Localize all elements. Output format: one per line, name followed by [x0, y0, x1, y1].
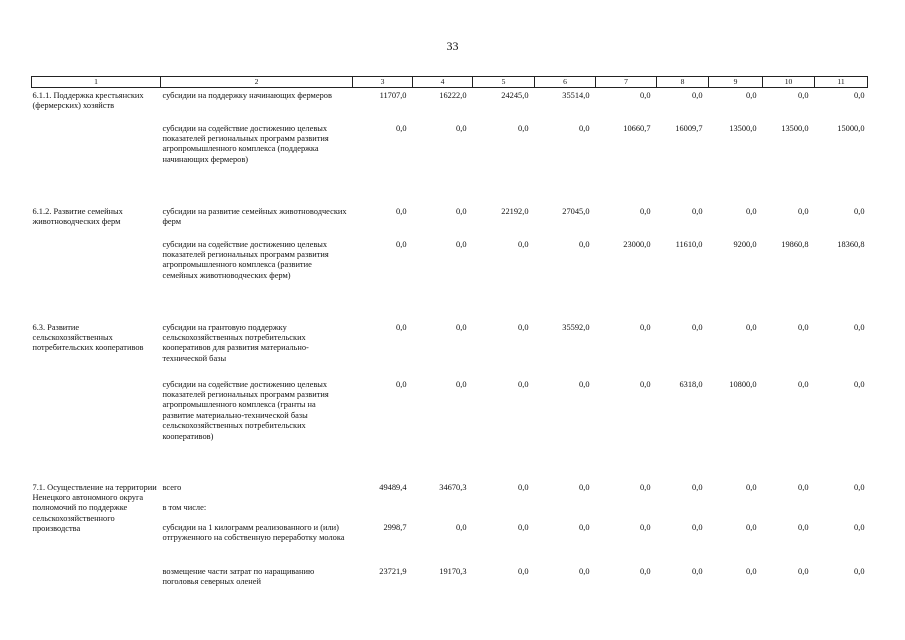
amount-cell: 23000,0 [623, 239, 651, 249]
amount-cell: 49489,4 [379, 482, 407, 492]
column-number-header: 2 [161, 77, 353, 88]
amount-cell [353, 500, 413, 520]
amount-cell: 0,0 [692, 566, 703, 576]
amount-cell: 0,0 [518, 379, 529, 389]
table-row [32, 88, 868, 121]
amount-cell [473, 500, 535, 520]
measure-name-cell: 6.3. Развитие сельскохозяйственных потребительских кооперативов [32, 322, 144, 353]
amount-cell: 0,0 [579, 379, 590, 389]
column-number-header: 10 [763, 77, 815, 88]
amount-cell: 0,0 [746, 91, 757, 100]
amount-cell: 0,0 [456, 379, 467, 389]
amount-cell: 19860,8 [781, 239, 809, 249]
amount-cell: 0,0 [854, 482, 865, 492]
amount-cell: 11707,0 [379, 91, 407, 100]
amount-cell: 9200,0 [733, 239, 757, 249]
amount-cell: 35514,0 [562, 91, 590, 100]
amount-cell: 0,0 [640, 206, 651, 216]
amount-cell: 0,0 [692, 91, 703, 100]
amount-cell: 0,0 [518, 123, 529, 133]
table-row [32, 320, 868, 377]
amount-cell: 0,0 [456, 123, 467, 133]
table-row [32, 480, 868, 500]
amount-cell: 23721,9 [379, 566, 407, 576]
amount-cell: 0,0 [854, 522, 865, 532]
amount-cell: 0,0 [798, 522, 809, 532]
amount-cell [413, 500, 473, 520]
amount-cell: 0,0 [798, 322, 809, 332]
amount-cell: 19170,3 [439, 566, 467, 576]
amount-cell: 0,0 [456, 322, 467, 332]
table-row [32, 204, 868, 237]
column-number-header: 5 [473, 77, 535, 88]
amount-cell [596, 500, 657, 520]
amount-cell: 0,0 [396, 322, 407, 332]
funding-type-cell: в том числе: [162, 502, 207, 512]
funding-type-cell: субсидии на поддержку начинающих фермеров [162, 91, 332, 100]
column-number-header: 9 [709, 77, 763, 88]
measure-name-cell: 7.1. Осуществление на территории Ненецкого автономного округа полномочий по поддержке сельскохозяйственного производства [32, 482, 157, 534]
amount-cell: 0,0 [746, 482, 757, 492]
amount-cell [763, 500, 815, 520]
amount-cell: 35592,0 [562, 322, 590, 332]
funding-type-cell: субсидии на содействие достижению целевых показателей региональных программ развития агропромышленного комплекса (гранты на развитие материально-технической базы сельскохозяйственных потребительских кооперативов) [162, 379, 329, 441]
amount-cell: 13500,0 [729, 123, 757, 133]
amount-cell: 0,0 [396, 239, 407, 249]
amount-cell [535, 500, 596, 520]
funding-type-cell: всего [162, 482, 182, 492]
measure-name-cell: 6.1.1. Поддержка крестьянских (фермерских) хозяйств [32, 91, 144, 111]
amount-cell: 0,0 [640, 91, 651, 100]
amount-cell: 0,0 [456, 206, 467, 216]
column-number-header: 6 [535, 77, 596, 88]
amount-cell: 0,0 [640, 482, 651, 492]
amount-cell: 0,0 [798, 379, 809, 389]
amount-cell: 0,0 [640, 566, 651, 576]
amount-cell: 0,0 [746, 206, 757, 216]
column-number-header: 3 [353, 77, 413, 88]
funding-type-cell: субсидии на содействие достижению целевых показателей региональных программ развития агропромышленного комплекса (развитие семейных животноводческих ферм) [162, 239, 329, 280]
amount-cell: 18360,8 [837, 239, 865, 249]
amount-cell: 2998,7 [383, 522, 407, 532]
amount-cell: 6318,0 [679, 379, 703, 389]
amount-cell: 15000,0 [837, 123, 865, 133]
amount-cell: 0,0 [518, 482, 529, 492]
amount-cell: 0,0 [854, 91, 865, 100]
amount-cell: 0,0 [854, 566, 865, 576]
amount-cell: 0,0 [640, 322, 651, 332]
amount-cell: 0,0 [854, 206, 865, 216]
amount-cell: 24245,0 [501, 91, 529, 100]
amount-cell: 0,0 [396, 206, 407, 216]
amount-cell [657, 500, 709, 520]
amount-cell: 10800,0 [729, 379, 757, 389]
funding-type-cell: субсидии на содействие достижению целевых показателей региональных программ развития агропромышленного комплекса (поддержка начинающих фермеров) [162, 123, 329, 164]
page-number: 33 [446, 39, 459, 53]
column-number-header: 4 [413, 77, 473, 88]
amount-cell: 0,0 [579, 482, 590, 492]
amount-cell: 0,0 [579, 566, 590, 576]
funding-type-cell: возмещение части затрат по наращиванию поголовья северных оленей [162, 566, 315, 586]
amount-cell: 0,0 [640, 379, 651, 389]
funding-type-cell: субсидии на развитие семейных животноводческих ферм [162, 206, 347, 226]
amount-cell: 34670,3 [439, 482, 467, 492]
amount-cell: 0,0 [518, 239, 529, 249]
amount-cell [709, 500, 763, 520]
amount-cell: 16009,7 [675, 123, 703, 133]
amount-cell: 0,0 [798, 566, 809, 576]
amount-cell: 0,0 [518, 522, 529, 532]
amount-cell: 0,0 [692, 522, 703, 532]
amount-cell: 0,0 [396, 379, 407, 389]
amount-cell: 0,0 [396, 123, 407, 133]
amount-cell: 11610,0 [675, 239, 703, 249]
amount-cell: 0,0 [746, 522, 757, 532]
amount-cell: 0,0 [854, 322, 865, 332]
amount-cell: 0,0 [579, 522, 590, 532]
amount-cell: 16222,0 [439, 91, 467, 100]
amount-cell: 22192,0 [501, 206, 529, 216]
amount-cell: 0,0 [518, 566, 529, 576]
amount-cell: 0,0 [640, 522, 651, 532]
amount-cell: 0,0 [798, 206, 809, 216]
table-body [32, 88, 868, 606]
amount-cell: 0,0 [692, 322, 703, 332]
amount-cell: 13500,0 [781, 123, 809, 133]
measure-name-cell: 6.1.2. Развитие семейных животноводческих ферм [32, 206, 123, 226]
amount-cell: 0,0 [746, 322, 757, 332]
amount-cell: 0,0 [456, 239, 467, 249]
amount-cell: 0,0 [579, 123, 590, 133]
amount-cell: 0,0 [854, 379, 865, 389]
amount-cell: 0,0 [798, 482, 809, 492]
column-number-header: 8 [657, 77, 709, 88]
amount-cell: 0,0 [692, 206, 703, 216]
amount-cell: 27045,0 [562, 206, 590, 216]
funding-type-cell: субсидии на грантовую поддержку сельскохозяйственных потребительских кооперативов для развития материально-технической базы [162, 322, 309, 363]
amount-cell: 0,0 [746, 566, 757, 576]
amount-cell: 0,0 [692, 482, 703, 492]
amount-cell: 0,0 [798, 91, 809, 100]
column-number-row [32, 77, 868, 88]
amount-cell [815, 500, 868, 520]
budget-table [31, 76, 868, 606]
column-number-header: 7 [596, 77, 657, 88]
amount-cell: 0,0 [456, 522, 467, 532]
amount-cell: 0,0 [579, 239, 590, 249]
amount-cell: 0,0 [518, 322, 529, 332]
funding-type-cell: субсидии на 1 килограмм реализованного и (или) отгруженного на собственную переработку молока [162, 522, 345, 542]
column-number-header: 1 [32, 77, 161, 88]
column-number-header: 11 [815, 77, 868, 88]
amount-cell: 10660,7 [623, 123, 651, 133]
